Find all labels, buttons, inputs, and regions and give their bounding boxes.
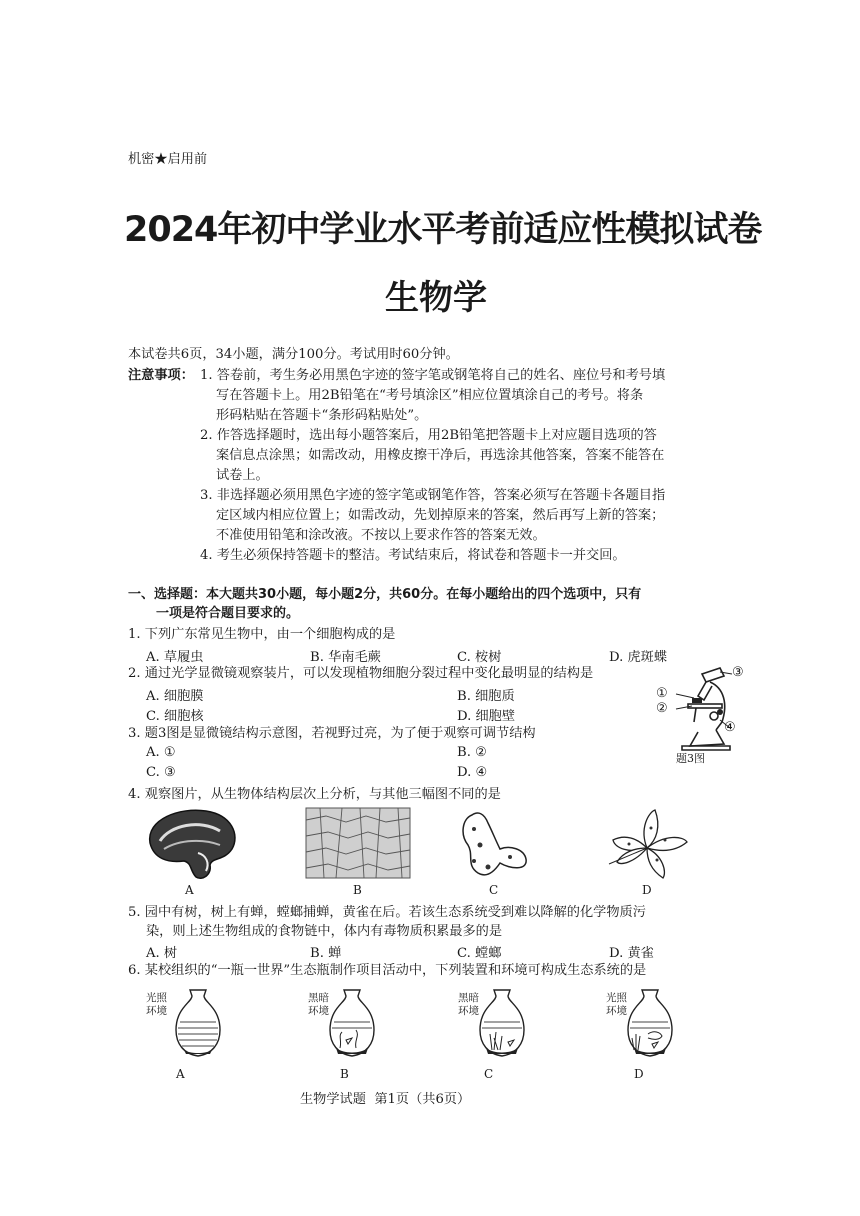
q5-option-c: C. 螳螂 — [457, 946, 502, 961]
q1-option-a: A. 草履虫 — [146, 650, 204, 665]
note-line: 定区域内相应位置上；如需改动，先划掉原来的答案，然后再写上新的答案； — [216, 508, 665, 523]
question-5-stem-cont: 染，则上述生物组成的食物链中，体内有毒物质积累最多的是 — [146, 924, 503, 939]
q3-option-b: B. ② — [457, 745, 487, 760]
eco-bottle-b-icon — [326, 988, 378, 1060]
q4-caption-d: D — [642, 883, 652, 897]
eco-bottle-a — [172, 988, 224, 1060]
microscope-caption: 题3图 — [676, 752, 705, 765]
eco-bottle-c-icon — [476, 988, 528, 1060]
question-6-stem: 6. 某校组织的“一瓶一世界”生态瓶制作项目活动中，下列装置和环境可构成生态系统的是 — [128, 963, 647, 978]
lily-flower-icon — [605, 808, 689, 880]
section-heading-cont: 一项是符合题目要求的。 — [156, 606, 300, 621]
eco-bottle-c — [476, 988, 528, 1060]
eco-bottle-a-icon — [172, 988, 224, 1060]
q2-option-c: C. 细胞核 — [146, 709, 204, 724]
q5-option-d: D. 黄雀 — [609, 946, 654, 961]
eco-bottle-d — [624, 988, 676, 1060]
q1-option-d: D. 虎斑蝶 — [609, 650, 668, 665]
q4-figure-a-brain — [140, 805, 240, 881]
notes-label: 注意事项： — [128, 368, 194, 383]
microscope-figure — [650, 660, 750, 770]
exam-title: 2024年初中学业水平考前适应性模拟试卷 — [124, 210, 762, 250]
q6-caption-a: A — [176, 1067, 185, 1081]
bottle-a-environment: 光照 环境 — [146, 992, 167, 1017]
confidential-mark: 机密★启用前 — [128, 152, 208, 167]
note-line: 3. 非选择题必须用黑色字迹的签字笔或钢笔作答，答案必须写在答题卡各题目指 — [200, 488, 666, 503]
cell-tissue-icon — [306, 808, 410, 878]
question-3-stem: 3. 题3图是显微镜结构示意图，若视野过亮，为了便于观察可调节结构 — [128, 726, 536, 741]
bottle-d-environment: 光照 环境 — [606, 992, 627, 1017]
q5-option-a: A. 树 — [146, 946, 178, 961]
note-line: 4. 考生必须保持答题卡的整洁。考试结束后，将试卷和答题卡一并交回。 — [200, 548, 626, 563]
q4-caption-c: C — [489, 883, 499, 897]
subject-title: 生物学 — [385, 278, 487, 318]
brain-icon — [140, 805, 240, 881]
q4-figure-d-flower — [605, 808, 689, 880]
microscope-label-4: ④ — [724, 720, 736, 735]
q2-option-d: D. 细胞壁 — [457, 709, 516, 724]
q2-option-a: A. 细胞膜 — [146, 689, 204, 704]
q6-caption-c: C — [484, 1067, 494, 1081]
q4-caption-a: A — [185, 883, 194, 897]
note-line: 形码粘贴在答题卡“条形码粘贴处”。 — [216, 408, 428, 423]
peanut-icon — [452, 805, 532, 881]
eco-bottle-d-icon — [624, 988, 676, 1060]
question-4-stem: 4. 观察图片，从生物体结构层次上分析，与其他三幅图不同的是 — [128, 787, 501, 802]
note-line: 写在答题卡上。用2B铅笔在“考号填涂区”相应位置填涂自己的考号。将条 — [216, 388, 644, 403]
note-line: 试卷上。 — [216, 468, 269, 483]
microscope-label-2: ② — [656, 701, 668, 716]
q3-option-a: A. ① — [146, 745, 176, 760]
note-line: 案信息点涂黑；如需改动，用橡皮擦干净后，再选涂其他答案，答案不能答在 — [216, 448, 665, 463]
q1-option-c: C. 桉树 — [457, 650, 502, 665]
eco-bottle-b — [326, 988, 378, 1060]
q3-option-c: C. ③ — [146, 765, 176, 780]
question-2-stem: 2. 通过光学显微镜观察装片，可以发现植物细胞分裂过程中变化最明显的结构是 — [128, 666, 594, 681]
question-1-stem: 1. 下列广东常见生物中，由一个细胞构成的是 — [128, 627, 396, 642]
q5-option-b: B. 蝉 — [310, 946, 342, 961]
q4-figure-c-peanut — [452, 805, 532, 881]
note-line: 1. 答卷前，考生务必用黑色字迹的签字笔或钢笔将自己的姓名、座位号和考号填 — [200, 368, 666, 383]
microscope-label-3: ③ — [732, 665, 744, 680]
q4-caption-b: B — [353, 883, 362, 897]
page-footer: 生物学试题 第1页（共6页） — [300, 1092, 471, 1107]
q6-caption-d: D — [634, 1067, 644, 1081]
q3-option-d: D. ④ — [457, 765, 488, 780]
q1-option-b: B. 华南毛蕨 — [310, 650, 381, 665]
section-heading: 一、选择题：本大题共30小题，每小题2分，共60分。在每小题给出的四个选项中，只有 — [128, 587, 642, 602]
q6-caption-b: B — [340, 1067, 349, 1081]
paper-summary: 本试卷共6页，34小题，满分100分。考试用时60分钟。 — [128, 347, 459, 362]
question-5-stem: 5. 园中有树，树上有蝉，螳螂捕蝉，黄雀在后。若该生态系统受到难以降解的化学物质污 — [128, 905, 646, 920]
note-line: 不准使用铅笔和涂改液。不按以上要求作答的答案无效。 — [216, 528, 546, 543]
note-line: 2. 作答选择题时，选出每小题答案后，用2B铅笔把答题卡上对应题目选项的答 — [200, 428, 657, 443]
bottle-b-environment: 黑暗 环境 — [308, 992, 329, 1017]
q2-option-b: B. 细胞质 — [457, 689, 515, 704]
microscope-label-1: ① — [656, 686, 668, 701]
bottle-c-environment: 黑暗 环境 — [458, 992, 479, 1017]
q4-figure-b-tissue — [306, 808, 410, 878]
